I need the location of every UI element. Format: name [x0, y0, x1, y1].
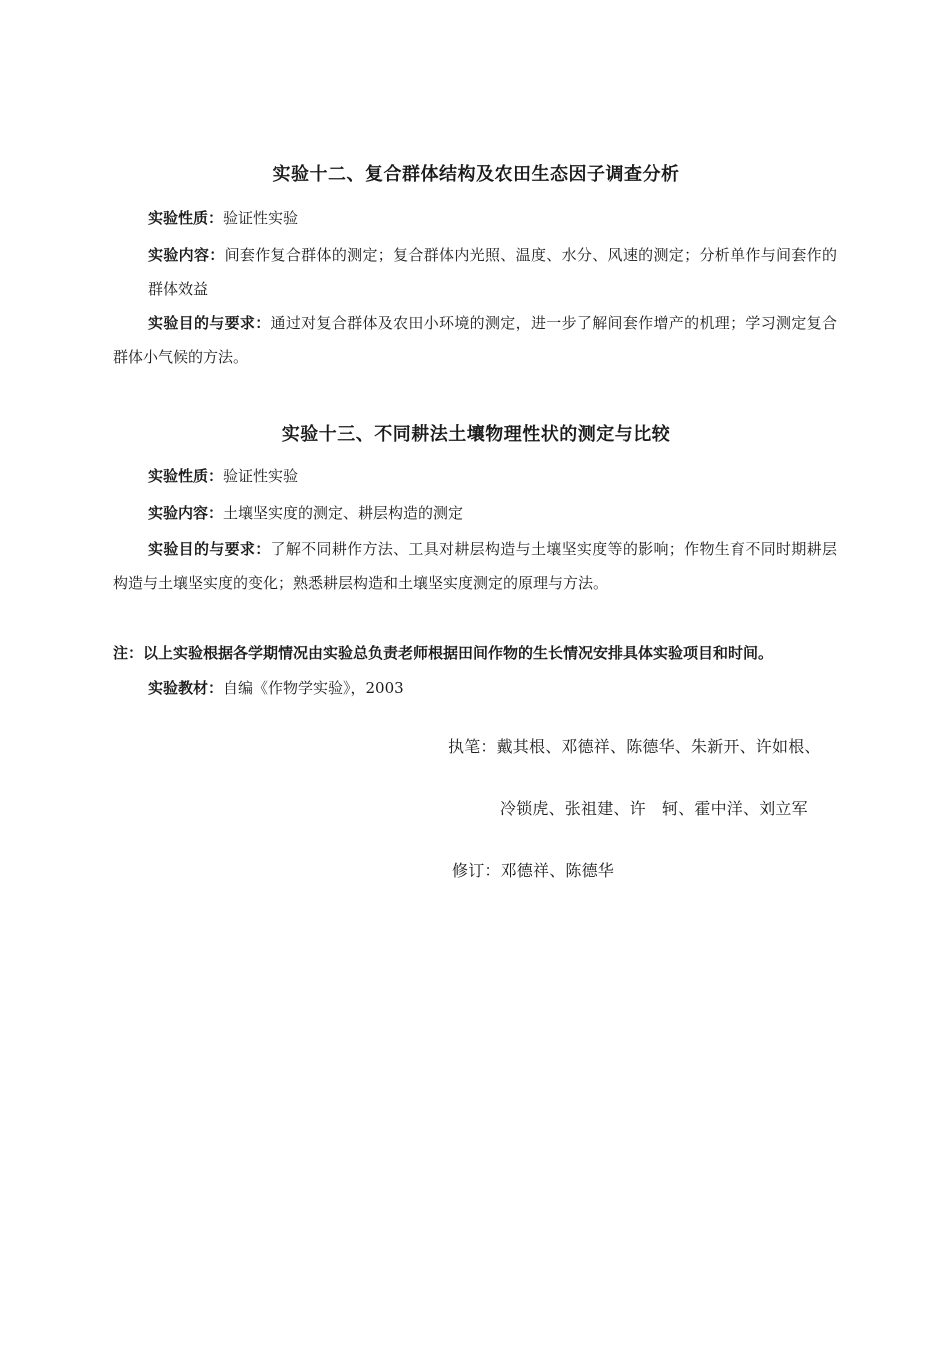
- note-text: 注：以上实验根据各学期情况由实验总负责老师根据田间作物的生长情况安排具体实验项目和时间。: [113, 644, 774, 662]
- exp13-nature-label: 实验性质：: [148, 467, 224, 485]
- textbook-value: 自编《作物学实验》，2003: [223, 679, 404, 697]
- exp12-content-value: 间套作复合群体的测定；复合群体内光照、温度、水分、风速的测定；分析单作与间套作的群体效益: [148, 246, 837, 298]
- exp12-content-label: 实验内容：: [148, 246, 225, 264]
- exp13-content-value: 土壤坚实度的测定、耕层构造的测定: [223, 504, 464, 522]
- exp12-nature: [113, 201, 837, 235]
- exp12-goal-label: 实验目的与要求：: [148, 314, 271, 332]
- exp13-goal-label: 实验目的与要求：: [148, 540, 271, 558]
- textbook: [113, 671, 837, 705]
- exp13-content: [113, 496, 837, 530]
- exp12-goal: [113, 306, 837, 374]
- authors-line-2: 冷锁虎、张祖建、许 轲、霍中洋、刘立军: [500, 799, 808, 818]
- exp12-content: [113, 238, 837, 306]
- exp12-nature-value: 验证性实验: [223, 209, 299, 227]
- exp13-goal: [113, 532, 837, 600]
- textbook-label: 实验教材：: [148, 679, 224, 697]
- revision-line: 修订：邓德祥、陈德华: [452, 861, 615, 880]
- exp12-nature-label: 实验性质：: [148, 209, 224, 227]
- exp12-goal-value: 通过对复合群体及农田小环境的测定，进一步了解间套作增产的机理；学习测定复合群体小气候的方法。: [113, 314, 837, 366]
- exp13-nature: [113, 459, 837, 493]
- exp13-goal-value: 了解不同耕作方法、工具对耕层构造与土壤坚实度等的影响；作物生育不同时期耕层构造与土壤坚实度的变化；熟悉耕层构造和土壤坚实度测定的原理与方法。: [113, 540, 837, 592]
- exp13-content-label: 实验内容：: [148, 504, 224, 522]
- authors-line-1: 执笔：戴其根、邓德祥、陈德华、朱新开、许如根、: [448, 737, 821, 756]
- exp13-nature-value: 验证性实验: [223, 467, 299, 485]
- exp13-title: 实验十三、不同耕法土壤物理性状的测定与比较: [281, 424, 671, 445]
- exp12-title: 实验十二、复合群体结构及农田生态因子调查分析: [272, 164, 680, 185]
